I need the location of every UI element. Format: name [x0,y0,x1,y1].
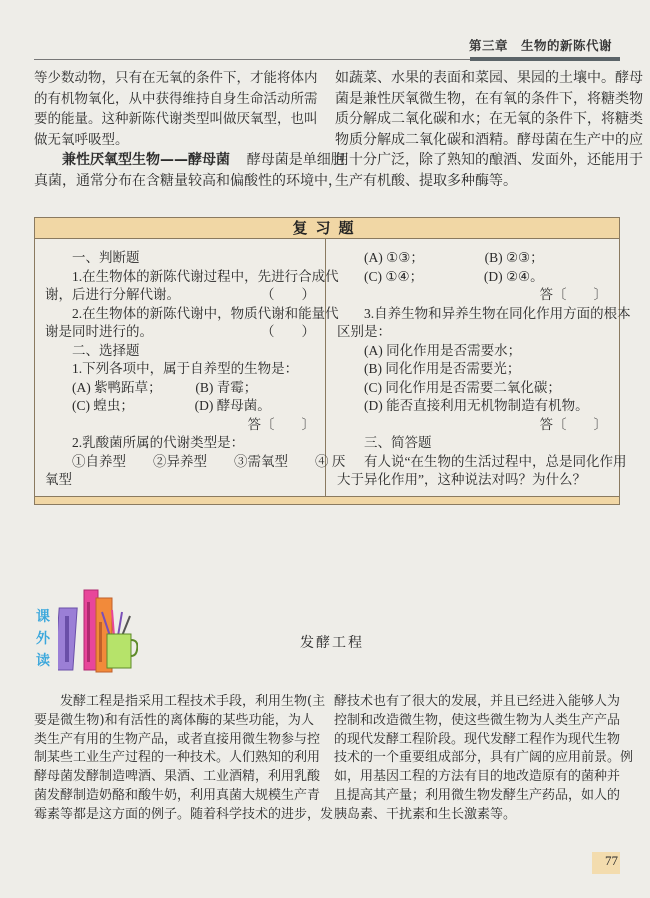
text-line: 谢，后进行分解代谢。 （ ） [45,287,315,302]
text-line: (A) 同化作用是否需要水； [364,342,522,358]
review-right-column [337,249,631,490]
text-line: 三、简答题 [364,435,432,450]
review-left-column [45,249,346,490]
review-footer-band [35,496,619,504]
text-line: 生产有机酸、提取多种酶等。 [335,172,517,189]
text-line: 的有机物氧化，从中获得维持自身生命活动所需 [34,90,318,107]
text-line: 胰岛素、干扰素和生长激素等。 [334,806,517,822]
reading-left-column [34,693,334,825]
text-line: ①自养型 ②异养型 ③需氧型 ④ 厌 [72,453,346,469]
text-line: 的现代发酵工程阶段。现代发酵工程作为现代生物 [334,731,621,747]
text-line: 物质分解成二氧化碳和酒精。酵母菌在生产中的应 [335,131,643,148]
text-line: (C) 蝗虫； (D) 酵母菌。 [72,398,271,413]
text-line: 菌是兼性厌氧微生物，在有氧的条件下，将糖类物 [335,90,643,107]
header-bar [470,57,620,61]
text-line: 答〔 〕 [539,287,607,302]
review-title: 复习题 [35,218,619,239]
text-line: 酵母菌发酵制造啤酒、果酒、工业酒精，利用乳酸 [34,769,321,785]
text-line: 2.在生物体的新陈代谢中，物质代谢和能量代 [72,305,339,321]
text-line: 技术的一个重要组成部分，具有广阔的应用前景。例 [334,750,634,766]
page-number: 77 [592,852,620,874]
text-line: 如，用基因工程的方法有目的地改造原有的菌种并 [334,769,621,785]
text-line: 发酵工程是指采用工程技术手段，利用生物(主 [60,694,326,709]
text-line: 霉素等都是这方面的例子。随着科学技术的进步，发 [34,806,334,822]
text-line: 要是微生物)和有活性的离体酶的某些功能，为人 [34,712,314,728]
text-line: 1.在生物体的新陈代谢过程中，先进行合成代 [72,268,339,284]
top-left-column [34,68,345,191]
review-box [34,217,631,505]
text-line: (A) ①③； (B) ②③； [364,250,544,265]
text-line: 答〔 〕 [539,416,607,432]
label-char: 外 [36,631,50,647]
text-line: 有人说“在生物的生活过程中，总是同化作用 [364,453,627,469]
text-line: 用十分广泛，除了熟知的酿酒、发面外，还能用于 [335,152,643,168]
text-line: 大于异化作用”，这种说法对吗？为什么？ [337,472,586,487]
text-line: 制某些工业生产过程的一种技术。人们熟知的利用 [34,750,321,766]
text-line: 如蔬菜、水果的表面和菜园、果园的土壤中。酵母 [335,70,643,86]
text-line: 等少数动物，只有在无氧的条件下，才能将体内 [34,70,318,86]
text-line: 2.乳酸菌所属的代谢类型是： [72,435,245,450]
text-line: 二、选择题 [72,342,140,358]
text-line: (C) ①④； (D) ②④。 [364,268,544,284]
text-line: 3.自养生物和异养生物在同化作用方面的根本 [364,305,631,321]
text-line: 控制和改造微生物，使这些微生物为人类生产产品 [334,712,621,728]
text-line [34,150,345,171]
text-line: 氧型 [45,472,72,487]
text-line: 真菌，通常分布在含糖量较高和偏酸性的环境中， [34,172,342,189]
running-head: 第三章 生物的新陈代谢 [468,38,612,53]
text-run: 酵母菌是单细胞 [246,152,345,168]
text-line: (D) 能否直接利用无机物制造有机物。 [364,398,589,413]
text-line: 做无氧呼吸型。 [34,131,129,148]
extra-reading-title: 发酵工程 [300,635,364,651]
text-line: (C) 同化作用是否需要二氧化碳； [364,379,561,395]
top-right-column [335,68,643,191]
text-line: 一、判断题 [72,250,140,265]
text-line: 要的能量。这种新陈代谢类型叫做厌氧型，也叫 [34,111,318,127]
text-line: (B) 同化作用是否需要光； [364,361,521,376]
text-line: 1.下列各项中，属于自养型的生物是： [72,361,299,376]
subheading: 兼性厌氧型生物——酵母菌 [62,152,230,168]
text-line: 区别是： [337,324,391,339]
text-line: 且提高其产量；利用微生物发酵生产药品，如人的 [334,787,621,803]
text-line: 类生产有用的生物产品，或者直接用微生物参与控 [34,731,321,747]
text-line: 谢是同时进行的。 （ ） [45,324,315,339]
text-line: 答〔 〕 [247,416,315,432]
text-line: 质分解成二氧化碳和水；在无氧的条件下，将糖类 [335,111,643,127]
text-line: 菌发酵制造奶酪和酸牛奶，利用真菌大规模生产青 [34,787,321,803]
extra-reading-label [36,606,52,672]
text-line: (A) 紫鸭跖草； (B) 青霉； [72,379,258,395]
books-pencils-icon [58,582,138,674]
label-char: 读 [36,653,50,669]
reading-right-column [334,693,634,825]
text-line: 酵技术也有了很大的发展，并且已经进入能够人为 [334,694,621,709]
label-char: 课 [36,609,50,625]
